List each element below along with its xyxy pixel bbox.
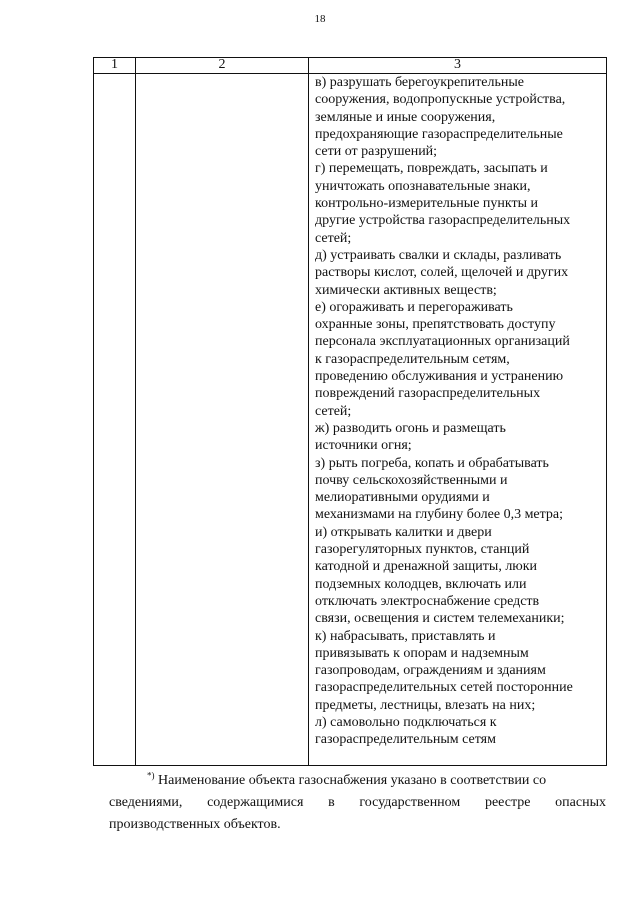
- list-line: в) разрушать берегоукрепительные: [315, 75, 525, 90]
- column-2-header: 2: [136, 58, 309, 74]
- list-line: з) рыть погреба, копать и обрабатывать: [315, 455, 549, 471]
- list-line: персонала эксплуатационных организаций: [315, 334, 570, 350]
- list-line: е) огораживать и перегораживать: [315, 299, 513, 315]
- restrictions-table: [93, 57, 607, 766]
- list-line: проведению обслуживания и устранению: [315, 369, 564, 385]
- list-line: другие устройства газораспределительных: [315, 213, 571, 229]
- list-line: земляные и иные сооружения,: [315, 109, 496, 125]
- footnote-word: реестре: [484, 795, 531, 810]
- list-line: источники огня;: [315, 438, 412, 454]
- list-line: сетей;: [315, 230, 352, 246]
- list-line: охранные зоны, препятствовать доступу: [315, 317, 556, 333]
- footnote-word: сведениями,: [109, 795, 183, 810]
- list-line: растворы кислот, солей, щелочей и других: [315, 265, 569, 281]
- table-header-row: [94, 58, 607, 74]
- list-line: г) перемещать, повреждать, засыпать и: [315, 161, 548, 177]
- list-line: контрольно-измерительные пункты и: [315, 196, 539, 212]
- column-2-cell: [136, 74, 309, 766]
- list-line: отключать электроснабжение средств: [315, 593, 540, 609]
- footnote-word: содержащимися: [207, 795, 304, 810]
- list-line: и) открывать калитки и двери: [315, 524, 492, 540]
- list-line: сооружения, водопропускные устройства,: [315, 92, 566, 108]
- page-number: 18: [314, 13, 326, 25]
- footnote-text-1: Наименование объекта газоснабжения указано в соответствии со: [158, 773, 547, 788]
- table-row: [94, 74, 607, 766]
- list-line: мелиоративными орудиями и: [315, 490, 490, 506]
- column-1-header: 1: [94, 58, 136, 74]
- list-line: к газораспределительным сетям,: [315, 351, 510, 367]
- list-line: ж) разводить огонь и размещать: [315, 420, 506, 436]
- list-line: катодной и дренажной защиты, люки: [315, 559, 538, 575]
- list-line: газорегуляторных пунктов, станций: [315, 542, 530, 558]
- column-1-cell: [94, 74, 136, 766]
- footnote-word: опасных: [555, 795, 606, 810]
- list-line: сетей;: [315, 403, 352, 419]
- footnote-line-1: [109, 770, 606, 792]
- footnote: [109, 770, 606, 836]
- list-line: газопроводам, ограждениям и зданиям: [315, 663, 546, 679]
- list-line: к) набрасывать, приставлять и: [315, 628, 496, 644]
- list-line: газораспределительным сетям: [315, 732, 496, 748]
- list-line: газораспределительных сетей посторонние: [315, 680, 573, 696]
- list-line: связи, освещения и систем телемеханики;: [315, 611, 565, 627]
- list-line: предохраняющие газораспределительные: [315, 126, 563, 142]
- footnote-marker: *): [147, 770, 155, 781]
- list-line: д) устраивать свалки и склады, разливать: [315, 247, 562, 263]
- list-line: повреждений газораспределительных: [315, 386, 541, 402]
- footnote-line-3: производственных объектов.: [109, 817, 281, 832]
- list-line: уничтожать опознавательные знаки,: [315, 178, 531, 194]
- list-line: механизмами на глубину более 0,3 метра;: [315, 507, 564, 523]
- column-3-header: 3: [309, 58, 607, 74]
- list-line: подземных колодцев, включать или: [315, 576, 527, 592]
- list-line: привязывать к опорам и надземным: [315, 645, 529, 661]
- footnote-word: в: [328, 795, 335, 810]
- list-line: предметы, лестницы, влезать на них;: [315, 697, 536, 713]
- list-line: химически активных веществ;: [315, 282, 497, 298]
- list-line: л) самовольно подключаться к: [315, 714, 497, 730]
- footnote-word: государственном: [359, 795, 461, 810]
- restrictions-list-cell: [309, 74, 607, 766]
- list-line: сети от разрушений;: [315, 144, 438, 160]
- list-line: почву сельскохозяйственными и: [315, 472, 508, 488]
- footnote-line-2: [109, 792, 606, 814]
